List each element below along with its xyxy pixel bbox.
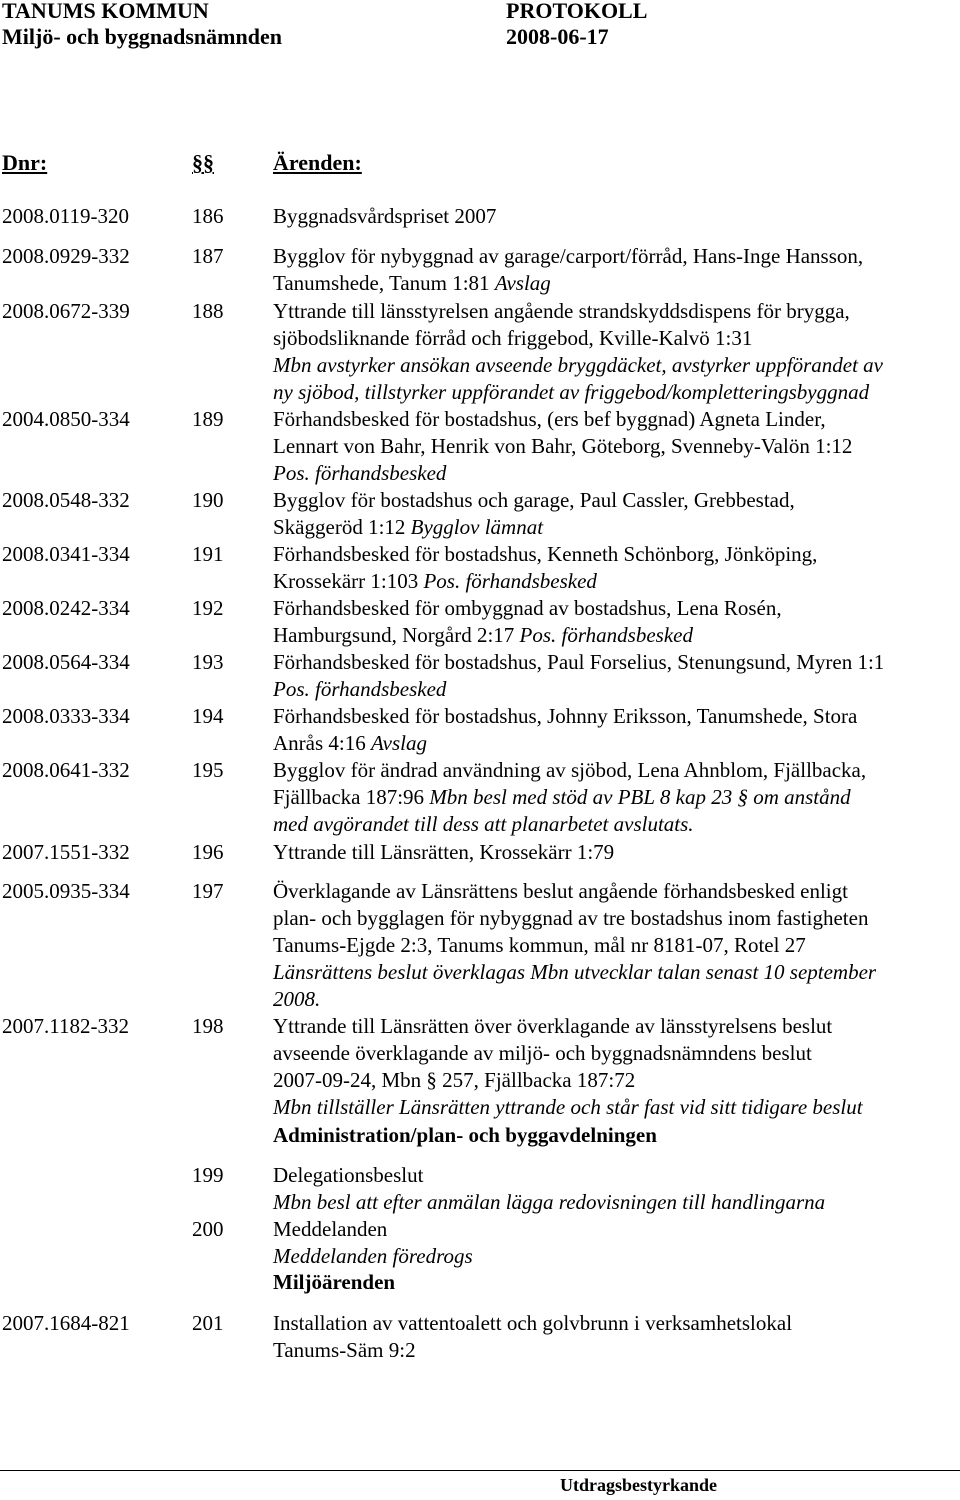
entry-dnr: 2008.0242-334 <box>2 596 130 620</box>
entry-dnr: 2007.1182-332 <box>2 1014 129 1038</box>
meeting-date: 2008-06-17 <box>506 24 609 49</box>
entry-decision: Pos. förhandsbesked <box>273 461 447 485</box>
entry-description <box>273 298 960 406</box>
entry-paragraph-number: 186 <box>192 204 224 228</box>
entry-text-line <box>273 730 960 757</box>
entry-description <box>273 541 960 595</box>
entry-paragraph-number: 195 <box>192 758 224 782</box>
entry-decision: Mbn avstyrker ansökan avseende bryggdäcket, avstyrker uppförandet av <box>273 353 883 377</box>
entry-description <box>273 649 960 703</box>
entry-text-line: Yttrande till Länsrätten över överklagande av länsstyrelsens beslut <box>273 1014 833 1038</box>
entry-decision: Mbn besl att efter anmälan lägga redovisningen till handlingarna <box>273 1190 826 1214</box>
entry-paragraph-number: 194 <box>192 704 224 728</box>
entry-description <box>273 203 960 230</box>
entry-paragraph-number: 190 <box>192 488 224 512</box>
entry-decision: Mbn tillställer Länsrätten yttrande och står fast vid sitt tidigare beslut <box>273 1095 863 1119</box>
entry-decision: Bygglov lämnat <box>410 515 544 539</box>
entry-text-line <box>273 568 960 595</box>
entry-dnr: 2008.0333-334 <box>2 704 130 728</box>
entry-decision: 2008. <box>273 987 321 1011</box>
entry-text-line <box>273 784 960 811</box>
entry-property: Fjällbacka 187:96 <box>273 785 430 809</box>
entry-dnr: 2008.0341-334 <box>2 542 130 566</box>
entry-text-line: Förhandsbesked för bostadshus, Paul Forselius, Stenungsund, Myren 1:1 <box>273 650 885 674</box>
entry-decision: Pos. förhandsbesked <box>273 677 447 701</box>
entry-paragraph-number: 189 <box>192 407 224 431</box>
entry-text-line: Bygglov för ändrad användning av sjöbod, Lena Ahnblom, Fjällbacka, <box>273 758 867 782</box>
entry-description <box>273 703 960 757</box>
entry-decision: Pos. förhandsbesked <box>519 623 693 647</box>
entry-text-line: 2007-09-24, Mbn § 257, Fjällbacka 187:72 <box>273 1068 636 1092</box>
entry-text-line: Förhandsbesked för ombyggnad av bostadshus, Lena Rosén, <box>273 596 782 620</box>
entry-decision: med avgörandet till dess att planarbetet avslutats. <box>273 812 694 836</box>
section-heading-miljo: Miljöärenden <box>273 1270 396 1294</box>
entry-text-line: Delegationsbeslut <box>273 1163 424 1187</box>
column-dnr: Dnr: <box>2 150 48 175</box>
entry-property: Tanumshede, Tanum 1:81 <box>273 271 495 295</box>
entry-description <box>273 839 960 866</box>
entry-dnr: 2008.0929-332 <box>2 244 130 268</box>
entry-paragraph-number: 197 <box>192 879 224 903</box>
column-paragraph: §§ <box>192 150 214 175</box>
entry-description <box>273 1162 960 1216</box>
entry-dnr: 2008.0119-320 <box>2 204 129 228</box>
entry-description <box>273 1310 960 1364</box>
entry-text-line: Förhandsbesked för bostadshus, (ers bef byggnad) Agneta Linder, <box>273 407 826 431</box>
entry-paragraph-number: 199 <box>192 1163 224 1187</box>
entry-paragraph-number: 193 <box>192 650 224 674</box>
entry-property: Skäggeröd 1:12 <box>273 515 411 539</box>
entry-description <box>273 1216 960 1270</box>
entry-text-line: Lennart von Bahr, Henrik von Bahr, Göteborg, Svenneby-Valön 1:12 <box>273 434 853 458</box>
entry-text-line: Byggnadsvårdspriset 2007 <box>273 204 497 228</box>
entry-dnr: 2007.1551-332 <box>2 840 130 864</box>
entry-dnr: 2007.1684-821 <box>2 1311 130 1335</box>
board-name: Miljö- och byggnadsnämnden <box>2 24 282 49</box>
entry-text-line: plan- och bygglagen för nybyggnad av tre bostadshus inom fastigheten <box>273 906 869 930</box>
entry-text-line: Förhandsbesked för bostadshus, Johnny Eriksson, Tanumshede, Stora <box>273 704 858 728</box>
footer-divider <box>0 1470 960 1471</box>
entry-description <box>273 878 960 1013</box>
column-arenden: Ärenden: <box>273 150 362 175</box>
entry-dnr: 2008.0548-332 <box>2 488 130 512</box>
entry-description <box>273 406 960 487</box>
entry-dnr: 2004.0850-334 <box>2 407 130 431</box>
document-type: PROTOKOLL <box>506 0 648 23</box>
entry-text-line: Tanums-Ejgde 2:3, Tanums kommun, mål nr 8181-07, Rotel 27 <box>273 933 806 957</box>
entry-text-line: Meddelanden <box>273 1217 388 1241</box>
entry-paragraph-number: 187 <box>192 244 224 268</box>
entry-decision: Meddelanden föredrogs <box>273 1244 473 1268</box>
entry-text-line: Bygglov för nybyggnad av garage/carport/förråd, Hans-Inge Hansson, <box>273 244 864 268</box>
entry-text-line: Överklagande av Länsrättens beslut angående förhandsbesked enligt <box>273 879 848 903</box>
entry-description <box>273 243 960 297</box>
entry-paragraph-number: 196 <box>192 840 224 864</box>
entry-decision: Mbn besl med stöd av PBL 8 kap 23 § om anstånd <box>429 785 851 809</box>
entry-paragraph-number: 192 <box>192 596 224 620</box>
entry-dnr: 2008.0672-339 <box>2 299 130 323</box>
entry-decision: ny sjöbod, tillstyrker uppförandet av friggebod/kompletteringsbyggnad <box>273 380 870 404</box>
entry-text-line <box>273 514 960 541</box>
footer-label: Utdragsbestyrkande <box>560 1475 718 1495</box>
entry-decision: Avslag <box>494 271 551 295</box>
entry-paragraph-number: 188 <box>192 299 224 323</box>
entry-description <box>273 757 960 838</box>
entry-text-line: Bygglov för bostadshus och garage, Paul Cassler, Grebbestad, <box>273 488 795 512</box>
entry-paragraph-number: 191 <box>192 542 224 566</box>
entry-decision: Avslag <box>371 731 427 755</box>
entry-property: Anrås 4:16 <box>273 731 371 755</box>
entry-description <box>273 1013 960 1121</box>
entry-description <box>273 595 960 649</box>
entry-paragraph-number: 200 <box>192 1217 224 1241</box>
entry-description <box>273 487 960 541</box>
entry-paragraph-number: 198 <box>192 1014 224 1038</box>
entry-text-line: Tanums-Säm 9:2 <box>273 1338 416 1362</box>
entry-decision: Pos. förhandsbesked <box>423 569 597 593</box>
entry-text-line <box>273 270 960 297</box>
entry-text-line: Yttrande till Länsrätten, Krossekärr 1:79 <box>273 840 615 864</box>
entry-text-line <box>273 622 960 649</box>
entry-property: Hamburgsund, Norgård 2:17 <box>273 623 520 647</box>
section-heading-admin: Administration/plan- och byggavdelningen <box>273 1123 657 1147</box>
entry-dnr: 2008.0564-334 <box>2 650 130 674</box>
entry-text-line: Förhandsbesked för bostadshus, Kenneth Schönborg, Jönköping, <box>273 542 818 566</box>
entry-property: Krossekärr 1:103 <box>273 569 424 593</box>
org-name: TANUMS KOMMUN <box>2 0 209 23</box>
entry-text-line: avseende överklagande av miljö- och byggnadsnämndens beslut <box>273 1041 812 1065</box>
entry-dnr: 2005.0935-334 <box>2 879 130 903</box>
entry-text-line: sjöbodsliknande förråd och friggebod, Kville-Kalvö 1:31 <box>273 326 753 350</box>
entry-decision: Länsrättens beslut överklagas Mbn utvecklar talan senast 10 september <box>273 960 877 984</box>
entry-text-line: Yttrande till länsstyrelsen angående strandskyddsdispens för brygga, <box>273 299 850 323</box>
entry-text-line: Installation av vattentoalett och golvbrunn i verksamhetslokal <box>273 1311 793 1335</box>
entry-paragraph-number: 201 <box>192 1311 224 1335</box>
entry-dnr: 2008.0641-332 <box>2 758 130 782</box>
